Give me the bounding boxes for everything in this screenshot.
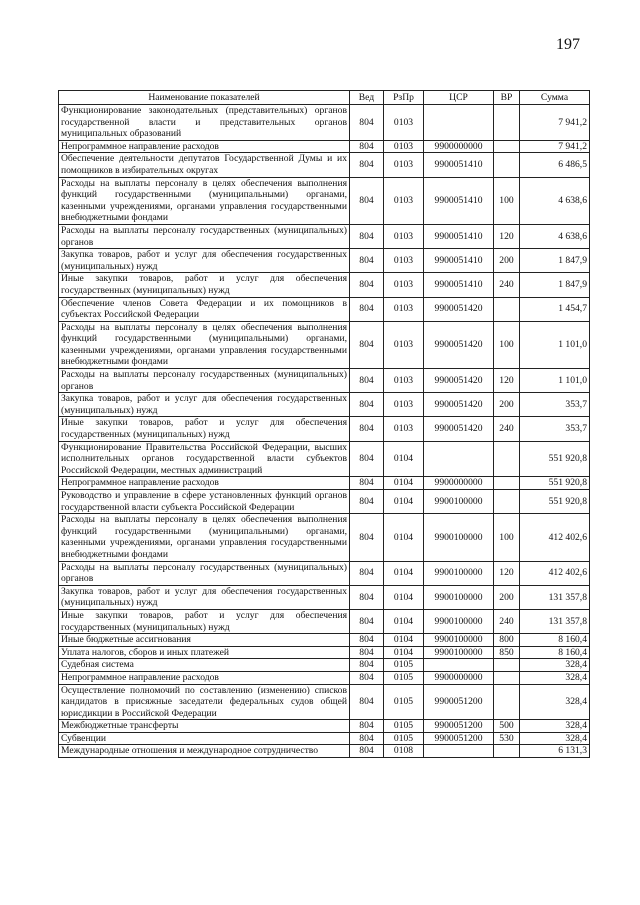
table-row — [59, 153, 590, 177]
cell-rzpr: 0103 — [384, 321, 424, 368]
table-row — [59, 249, 590, 273]
cell-name: Расходы на выплаты персоналу в целях обеспечения выполнения функций государственными (муниципальными) органами, казенными учреждениями, органами управления государственными внебюджетными фондами — [59, 177, 350, 224]
cell-vr — [494, 745, 520, 758]
cell-name: Иные бюджетные ассигнования — [59, 634, 350, 647]
cell-csr: 9900051420 — [424, 369, 494, 393]
cell-csr: 9900051420 — [424, 417, 494, 441]
cell-vr: 500 — [494, 720, 520, 733]
table-row — [59, 105, 590, 141]
cell-rzpr: 0103 — [384, 140, 424, 153]
cell-sum: 4 638,6 — [520, 224, 590, 248]
cell-name: Расходы на выплаты персоналу в целях обеспечения выполнения функций государственными (муниципальными) органами, казенными учреждениями, органами управления государственными внебюджетными фондами — [59, 514, 350, 561]
cell-name: Функционирование законодательных (представительных) органов государственной власти и представительных органов муниципальных образований — [59, 105, 350, 141]
cell-csr — [424, 659, 494, 672]
cell-sum: 551 920,8 — [520, 477, 590, 490]
cell-csr: 9900051410 — [424, 177, 494, 224]
cell-sum: 1 101,0 — [520, 321, 590, 368]
header-sum: Сумма — [520, 91, 590, 105]
cell-name: Руководство и управление в сфере установленных функций органов государственной власти субъекта Российской Федерации — [59, 490, 350, 514]
cell-name: Судебная система — [59, 659, 350, 672]
cell-sum: 131 357,8 — [520, 585, 590, 609]
header-rzpr: РзПр — [384, 91, 424, 105]
cell-ved: 804 — [350, 514, 384, 561]
cell-name: Осуществление полномочий по составлению (изменению) списков кандидатов в присяжные заседатели федеральных судов общей юрисдикции в Российской Федерации — [59, 684, 350, 720]
cell-rzpr: 0103 — [384, 249, 424, 273]
cell-rzpr: 0103 — [384, 417, 424, 441]
cell-rzpr: 0104 — [384, 609, 424, 633]
cell-ved: 804 — [350, 745, 384, 758]
table-row — [59, 720, 590, 733]
cell-name: Непрограммное направление расходов — [59, 671, 350, 684]
cell-csr: 9900051420 — [424, 297, 494, 321]
cell-vr: 120 — [494, 224, 520, 248]
table-row — [59, 659, 590, 672]
cell-csr: 9900051200 — [424, 720, 494, 733]
table-row — [59, 561, 590, 585]
cell-ved: 804 — [350, 249, 384, 273]
cell-sum: 6 486,5 — [520, 153, 590, 177]
cell-ved: 804 — [350, 273, 384, 297]
cell-ved: 804 — [350, 477, 384, 490]
cell-vr — [494, 490, 520, 514]
header-csr: ЦСР — [424, 91, 494, 105]
cell-csr — [424, 441, 494, 477]
cell-name: Закупка товаров, работ и услуг для обеспечения государственных (муниципальных) нужд — [59, 393, 350, 417]
table-row — [59, 417, 590, 441]
cell-vr — [494, 105, 520, 141]
cell-ved: 804 — [350, 561, 384, 585]
cell-name: Непрограммное направление расходов — [59, 140, 350, 153]
cell-ved: 804 — [350, 609, 384, 633]
header-name: Наименование показателей — [59, 91, 350, 105]
cell-rzpr: 0103 — [384, 153, 424, 177]
cell-name: Закупка товаров, работ и услуг для обеспечения государственных (муниципальных) нужд — [59, 585, 350, 609]
cell-ved: 804 — [350, 393, 384, 417]
cell-csr: 9900100000 — [424, 490, 494, 514]
cell-name: Иные закупки товаров, работ и услуг для обеспечения государственных (муниципальных) нужд — [59, 417, 350, 441]
cell-rzpr: 0103 — [384, 177, 424, 224]
cell-name: Межбюджетные трансферты — [59, 720, 350, 733]
cell-vr: 530 — [494, 732, 520, 745]
cell-name: Международные отношения и международное сотрудничество — [59, 745, 350, 758]
cell-vr: 100 — [494, 177, 520, 224]
header-ved: Вед — [350, 91, 384, 105]
cell-vr: 240 — [494, 609, 520, 633]
cell-sum: 1 454,7 — [520, 297, 590, 321]
cell-ved: 804 — [350, 417, 384, 441]
cell-vr — [494, 140, 520, 153]
cell-vr: 240 — [494, 273, 520, 297]
cell-csr: 9900000000 — [424, 140, 494, 153]
cell-csr: 9900051410 — [424, 224, 494, 248]
cell-rzpr: 0108 — [384, 745, 424, 758]
table-body — [59, 105, 590, 758]
cell-rzpr: 0103 — [384, 105, 424, 141]
cell-ved: 804 — [350, 684, 384, 720]
cell-csr: 9900051410 — [424, 273, 494, 297]
cell-csr: 9900000000 — [424, 477, 494, 490]
cell-vr: 240 — [494, 417, 520, 441]
cell-sum: 8 160,4 — [520, 634, 590, 647]
cell-vr: 200 — [494, 249, 520, 273]
page-number: 197 — [556, 36, 580, 53]
cell-name: Закупка товаров, работ и услуг для обеспечения государственных (муниципальных) нужд — [59, 249, 350, 273]
cell-ved: 804 — [350, 634, 384, 647]
cell-sum: 328,4 — [520, 720, 590, 733]
cell-csr: 9900100000 — [424, 561, 494, 585]
cell-name: Субвенции — [59, 732, 350, 745]
cell-csr: 9900000000 — [424, 671, 494, 684]
cell-rzpr: 0103 — [384, 273, 424, 297]
cell-rzpr: 0103 — [384, 393, 424, 417]
cell-sum: 328,4 — [520, 671, 590, 684]
table-row — [59, 369, 590, 393]
cell-vr: 100 — [494, 321, 520, 368]
cell-sum: 551 920,8 — [520, 441, 590, 477]
cell-sum: 131 357,8 — [520, 609, 590, 633]
cell-name: Обеспечение членов Совета Федерации и их помощников в субъектах Российской Федерации — [59, 297, 350, 321]
cell-ved: 804 — [350, 177, 384, 224]
cell-ved: 804 — [350, 441, 384, 477]
cell-rzpr: 0104 — [384, 634, 424, 647]
cell-rzpr: 0105 — [384, 720, 424, 733]
table-row — [59, 609, 590, 633]
table-row — [59, 671, 590, 684]
cell-rzpr: 0104 — [384, 561, 424, 585]
cell-name: Расходы на выплаты персоналу государственных (муниципальных) органов — [59, 369, 350, 393]
cell-sum: 328,4 — [520, 659, 590, 672]
cell-ved: 804 — [350, 140, 384, 153]
cell-rzpr: 0104 — [384, 477, 424, 490]
cell-rzpr: 0103 — [384, 297, 424, 321]
cell-rzpr: 0104 — [384, 441, 424, 477]
table-row — [59, 140, 590, 153]
cell-name: Расходы на выплаты персоналу государственных (муниципальных) органов — [59, 224, 350, 248]
table-row — [59, 585, 590, 609]
cell-csr: 9900051410 — [424, 249, 494, 273]
cell-csr: 9900051420 — [424, 393, 494, 417]
cell-vr: 120 — [494, 561, 520, 585]
cell-rzpr: 0104 — [384, 646, 424, 659]
cell-csr: 9900051200 — [424, 684, 494, 720]
cell-sum: 7 941,2 — [520, 140, 590, 153]
cell-csr: 9900100000 — [424, 585, 494, 609]
table-row — [59, 224, 590, 248]
cell-vr — [494, 441, 520, 477]
table-row — [59, 273, 590, 297]
cell-name: Обеспечение деятельности депутатов Государственной Думы и их помощников в избирательных округах — [59, 153, 350, 177]
cell-sum: 1 847,9 — [520, 273, 590, 297]
cell-sum: 1 101,0 — [520, 369, 590, 393]
cell-sum: 6 131,3 — [520, 745, 590, 758]
cell-name: Непрограммное направление расходов — [59, 477, 350, 490]
table-row — [59, 393, 590, 417]
cell-ved: 804 — [350, 321, 384, 368]
cell-vr: 850 — [494, 646, 520, 659]
table-row — [59, 321, 590, 368]
cell-vr — [494, 659, 520, 672]
cell-ved: 804 — [350, 732, 384, 745]
cell-vr — [494, 671, 520, 684]
cell-ved: 804 — [350, 490, 384, 514]
cell-rzpr: 0103 — [384, 224, 424, 248]
cell-rzpr: 0103 — [384, 369, 424, 393]
cell-ved: 804 — [350, 153, 384, 177]
cell-sum: 353,7 — [520, 393, 590, 417]
cell-ved: 804 — [350, 224, 384, 248]
table-row — [59, 477, 590, 490]
table-header-row — [59, 91, 590, 105]
cell-ved: 804 — [350, 671, 384, 684]
cell-rzpr: 0105 — [384, 684, 424, 720]
cell-sum: 412 402,6 — [520, 514, 590, 561]
cell-ved: 804 — [350, 105, 384, 141]
cell-vr: 200 — [494, 585, 520, 609]
table-row — [59, 646, 590, 659]
cell-sum: 551 920,8 — [520, 490, 590, 514]
header-vr: ВР — [494, 91, 520, 105]
budget-table — [58, 90, 590, 758]
table-row — [59, 177, 590, 224]
cell-csr — [424, 745, 494, 758]
cell-vr — [494, 153, 520, 177]
cell-sum: 412 402,6 — [520, 561, 590, 585]
cell-rzpr: 0104 — [384, 585, 424, 609]
cell-ved: 804 — [350, 369, 384, 393]
cell-ved: 804 — [350, 646, 384, 659]
table-row — [59, 441, 590, 477]
cell-vr: 100 — [494, 514, 520, 561]
cell-sum: 328,4 — [520, 732, 590, 745]
cell-name: Уплата налогов, сборов и иных платежей — [59, 646, 350, 659]
cell-csr: 9900051420 — [424, 321, 494, 368]
cell-sum: 7 941,2 — [520, 105, 590, 141]
cell-name: Иные закупки товаров, работ и услуг для обеспечения государственных (муниципальных) нужд — [59, 609, 350, 633]
cell-ved: 804 — [350, 585, 384, 609]
cell-ved: 804 — [350, 659, 384, 672]
table-row — [59, 732, 590, 745]
cell-vr — [494, 477, 520, 490]
table-row — [59, 745, 590, 758]
cell-name: Иные закупки товаров, работ и услуг для обеспечения государственных (муниципальных) нужд — [59, 273, 350, 297]
cell-rzpr: 0104 — [384, 514, 424, 561]
table-row — [59, 490, 590, 514]
cell-name: Расходы на выплаты персоналу государственных (муниципальных) органов — [59, 561, 350, 585]
table-row — [59, 297, 590, 321]
cell-rzpr: 0105 — [384, 732, 424, 745]
cell-sum: 328,4 — [520, 684, 590, 720]
cell-sum: 353,7 — [520, 417, 590, 441]
cell-sum: 1 847,9 — [520, 249, 590, 273]
cell-csr: 9900100000 — [424, 634, 494, 647]
cell-vr: 200 — [494, 393, 520, 417]
cell-csr: 9900051200 — [424, 732, 494, 745]
cell-vr: 120 — [494, 369, 520, 393]
cell-vr — [494, 684, 520, 720]
cell-sum: 8 160,4 — [520, 646, 590, 659]
cell-csr — [424, 105, 494, 141]
table-row — [59, 684, 590, 720]
cell-csr: 9900100000 — [424, 514, 494, 561]
table-row — [59, 514, 590, 561]
cell-name: Функционирование Правительства Российской Федерации, высших исполнительных органов государственной власти субъектов Российской Федерации, местных администраций — [59, 441, 350, 477]
cell-ved: 804 — [350, 297, 384, 321]
cell-name: Расходы на выплаты персоналу в целях обеспечения выполнения функций государственными (муниципальными) органами, казенными учреждениями, органами управления государственными внебюджетными фондами — [59, 321, 350, 368]
cell-ved: 804 — [350, 720, 384, 733]
cell-rzpr: 0104 — [384, 490, 424, 514]
cell-sum: 4 638,6 — [520, 177, 590, 224]
cell-vr: 800 — [494, 634, 520, 647]
cell-rzpr: 0105 — [384, 671, 424, 684]
cell-csr: 9900051410 — [424, 153, 494, 177]
cell-rzpr: 0105 — [384, 659, 424, 672]
cell-vr — [494, 297, 520, 321]
cell-csr: 9900100000 — [424, 609, 494, 633]
cell-csr: 9900100000 — [424, 646, 494, 659]
table-row — [59, 634, 590, 647]
